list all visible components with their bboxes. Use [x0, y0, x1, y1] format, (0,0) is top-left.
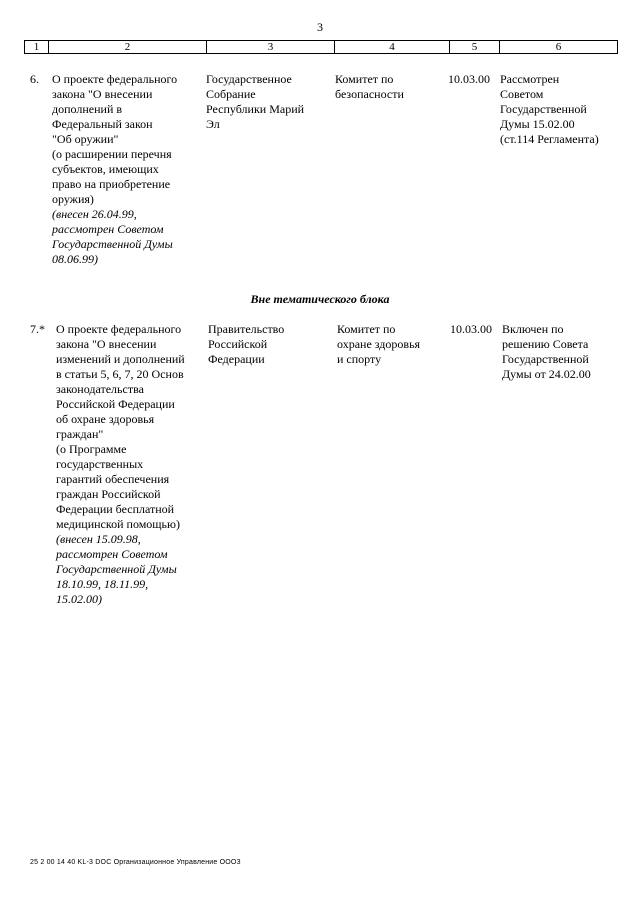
bill-title-line: Федерации бесплатной [56, 502, 175, 516]
author-line: Федерации [208, 352, 265, 366]
bill-title-line: гарантий обеспечения [56, 472, 170, 486]
bill-title-line: законодательства [56, 382, 144, 396]
bill-note-line: Государственной Думы [52, 237, 173, 251]
row-number: 7.* [30, 322, 45, 336]
status-line: решению Совета [502, 337, 589, 351]
bill-title-line: субъектов, имеющих [52, 162, 159, 176]
bill-title-line: медицинской помощью) [56, 517, 180, 531]
bill-title-line: О проекте федерального [52, 72, 178, 86]
bill-title-line: (о Программе [56, 442, 127, 456]
status-line: (ст.114 Регламента) [500, 132, 599, 146]
committee-line: Комитет по [337, 322, 396, 336]
bill-title-line: государственных [56, 457, 144, 471]
bill-title [56, 322, 204, 607]
section-heading: Вне тематического блока [250, 292, 390, 306]
page-footer: 25 2 00 14 40 KL-3 DOC Организационное Управление ООО3 [30, 859, 241, 866]
column-header-row [24, 40, 618, 54]
bill-title-line: оружия) [52, 192, 94, 206]
review-date: 10.03.00 [450, 322, 492, 336]
bill-note-line: 15.02.00) [56, 592, 102, 606]
column-header-3: 3 [207, 41, 335, 53]
bill-note-line: 18.10.99, 18.11.99, [56, 577, 149, 591]
bill-title-line: граждан Российской [56, 487, 161, 501]
bill-note-line: 08.06.99) [52, 252, 98, 266]
column-header-2: 2 [49, 41, 207, 53]
status-line: Думы 15.02.00 [500, 117, 575, 131]
bill-title [52, 72, 202, 267]
bill-title-line: О проекте федерального [56, 322, 182, 336]
responsible-committee [337, 322, 452, 367]
bill-title-line: Российской Федерации [56, 397, 175, 411]
bill-title-line: дополнений в [52, 102, 123, 116]
row-number: 6. [30, 72, 39, 86]
bill-title-line: граждан" [56, 427, 104, 441]
status-line: Государственной [500, 102, 587, 116]
review-date: 10.03.00 [448, 72, 490, 86]
status-line: Государственной [502, 352, 589, 366]
author-line: Собрание [206, 87, 256, 101]
column-header-5: 5 [450, 41, 500, 53]
bill-note-line: рассмотрен Советом [56, 547, 168, 561]
committee-line: безопасности [335, 87, 404, 101]
column-header-4: 4 [335, 41, 450, 53]
author-line: Российской [208, 337, 268, 351]
status-line: Включен по [502, 322, 564, 336]
bill-note-line: (внесен 15.09.98, [56, 532, 141, 546]
bill-title-line: в статьи 5, 6, 7, 20 Основ [56, 367, 184, 381]
status-line: Думы от 24.02.00 [502, 367, 591, 381]
author-line: Эл [206, 117, 220, 131]
committee-line: Комитет по [335, 72, 394, 86]
column-header-1: 1 [25, 41, 49, 53]
committee-line: и спорту [337, 352, 382, 366]
bill-title-line: Федеральный закон [52, 117, 153, 131]
bill-note-line: рассмотрен Советом [52, 222, 164, 236]
bill-status [500, 72, 625, 147]
status-line: Рассмотрен [500, 72, 560, 86]
author-line: Республики Марий [206, 102, 305, 116]
bill-note-line: (внесен 26.04.99, [52, 207, 137, 221]
bill-title-line: "Об оружии" [52, 132, 119, 146]
bill-title-line: право на приобретение [52, 177, 171, 191]
bill-author [208, 322, 336, 367]
page-number: 3 [317, 20, 323, 34]
bill-title-line: об охране здоровья [56, 412, 155, 426]
bill-title-line: (о расширении перечня [52, 147, 172, 161]
author-line: Правительство [208, 322, 285, 336]
bill-status [502, 322, 627, 382]
bill-note-line: Государственной Думы [56, 562, 177, 576]
responsible-committee [335, 72, 450, 102]
column-header-6: 6 [555, 41, 562, 53]
bill-title-line: закона "О внесении [52, 87, 153, 101]
status-line: Советом [500, 87, 544, 101]
committee-line: охране здоровья [337, 337, 421, 351]
bill-title-line: изменений и дополнений [56, 352, 185, 366]
bill-author [206, 72, 334, 132]
bill-title-line: закона "О внесении [56, 337, 157, 351]
author-line: Государственное [206, 72, 292, 86]
